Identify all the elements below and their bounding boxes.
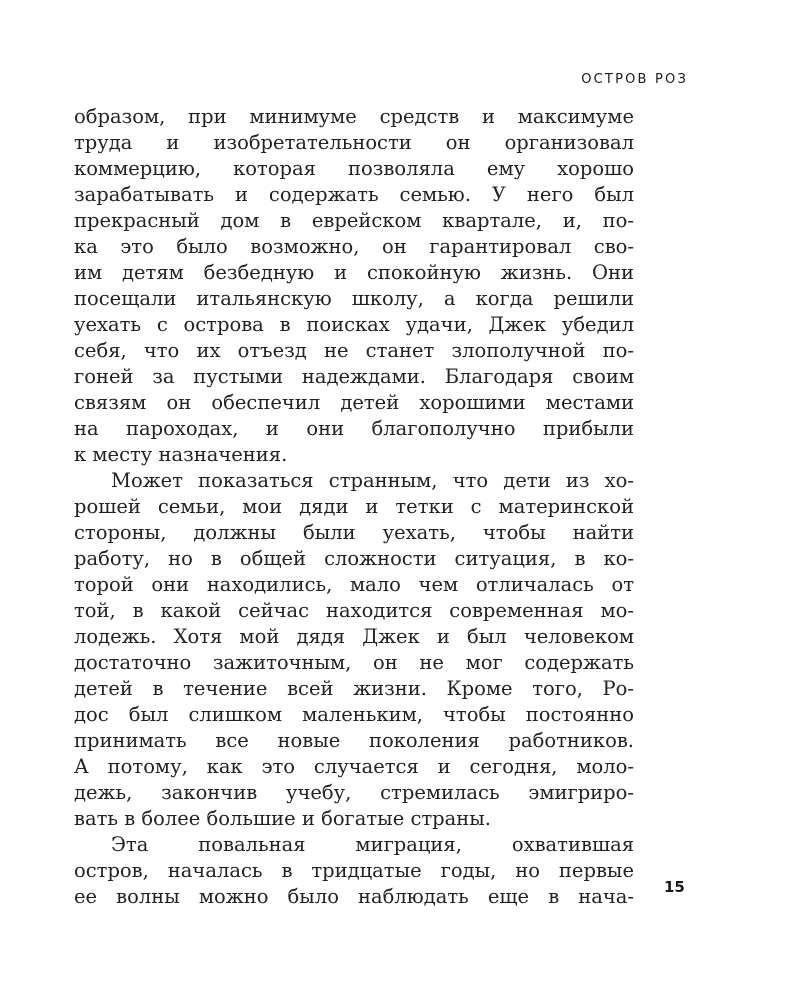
text-line: достаточно зажиточным, он не мог содержать (74, 651, 634, 674)
body-text (74, 104, 634, 910)
text-line: посещали итальянскую школу, а когда решили (74, 287, 634, 310)
text-line: А потому, как это случается и сегодня, моло- (74, 755, 634, 778)
text-line: работу, но в общей сложности ситуация, в ко- (74, 547, 634, 570)
text-line: гоней за пустыми надеждами. Благодаря своим (74, 365, 634, 388)
text-line: им детям безбедную и спокойную жизнь. Они (74, 261, 634, 284)
text-line: на пароходах, и они благополучно прибыли (74, 417, 634, 440)
text-line: зарабатывать и содержать семью. У него был (74, 183, 634, 206)
text-line: ка это было возможно, он гарантировал сво- (74, 235, 634, 258)
text-line: остров, началась в тридцатые годы, но первые (74, 859, 634, 882)
text-line: дос был слишком маленьким, чтобы постоянно (74, 703, 634, 726)
text-line: стороны, должны были уехать, чтобы найти (74, 521, 634, 544)
text-line: прекрасный дом в еврейском квартале, и, по- (74, 209, 634, 232)
text-line: ее волны можно было наблюдать еще в нача- (74, 885, 634, 908)
text-line: к месту назначения. (74, 443, 288, 466)
text-line: принимать все новые поколения работников. (74, 729, 634, 752)
text-line: детей в течение всей жизни. Кроме того, Ро- (74, 677, 634, 700)
text-line: той, в какой сейчас находится современная мо- (74, 599, 634, 622)
running-head: ОСТРОВ РОЗ (581, 72, 688, 87)
text-line: вать в более большие и богатые страны. (74, 807, 491, 830)
text-line: лодежь. Хотя мой дядя Джек и был человеком (74, 625, 634, 648)
text-line: дежь, закончив учебу, стремилась эмигриро- (74, 781, 634, 804)
text-line: связям он обеспечил детей хорошими местами (74, 391, 634, 414)
text-line: Может показаться странным, что дети из хо- (111, 469, 634, 492)
page-number: 15 (664, 878, 685, 896)
text-line: образом, при минимуме средств и максимуме (74, 105, 634, 128)
text-line: уехать с острова в поисках удачи, Джек убедил (74, 313, 634, 336)
text-line: коммерцию, которая позволяла ему хорошо (74, 157, 634, 180)
text-line: Эта повальная миграция, охватившая (111, 833, 634, 856)
text-line: торой они находились, мало чем отличалась от (74, 573, 634, 596)
text-line: себя, что их отъезд не станет злополучной по- (74, 339, 634, 362)
text-line: труда и изобретательности он организовал (74, 131, 634, 154)
text-line: рошей семьи, мои дяди и тетки с материнской (74, 495, 634, 518)
